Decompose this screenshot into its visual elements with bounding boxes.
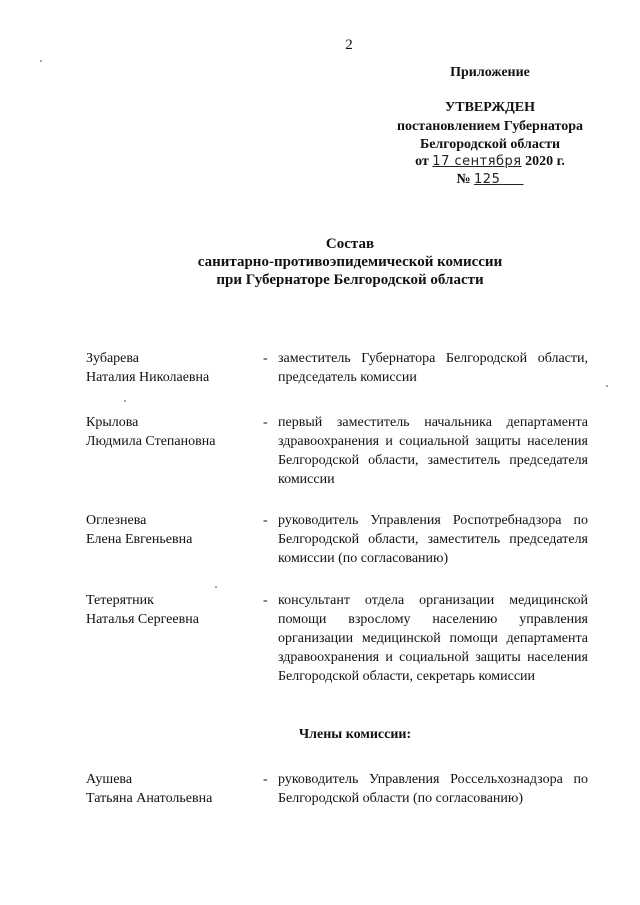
member-dash: -	[263, 513, 268, 528]
appendix-label: Приложение	[450, 65, 530, 80]
scan-speck	[215, 586, 217, 588]
member-given-names: Елена Евгеньевна	[86, 532, 193, 547]
scan-speck	[124, 400, 126, 402]
member-name	[86, 349, 256, 387]
page-number: 2	[345, 37, 353, 53]
member-position: руководитель Управления Роспотребнадзора по Белгородской области, заместитель председателя комиссии (по согласованию)	[278, 513, 588, 566]
member-given-names: Татьяна Анатольевна	[86, 791, 213, 806]
member-position: консультант отдела организации медицинской помощи взрослому населению управления организации медицинской помощи департамента здравоохранения и социальной защиты населения Белгородской области, секретарь комиссии	[278, 593, 588, 684]
resolution-label: постановлением Губернатора	[396, 119, 584, 134]
scan-speck	[40, 60, 42, 62]
member-position: заместитель Губернатора Белгородской области, председатель комиссии	[278, 351, 588, 385]
document-title: Состав	[325, 236, 375, 252]
member-surname: Крылова	[86, 415, 139, 430]
handwritten-number: 125	[474, 172, 501, 187]
member-dash: -	[263, 415, 268, 430]
member-dash: -	[263, 593, 268, 608]
member-dash: -	[263, 772, 268, 787]
member-dash: -	[263, 351, 268, 366]
member-name	[86, 591, 256, 629]
number-underline	[500, 172, 523, 187]
member-surname: Зубарева	[86, 351, 140, 366]
scan-speck	[606, 385, 608, 387]
member-given-names: Людмила Степановна	[86, 434, 216, 449]
date-prefix: от	[415, 154, 429, 169]
member-given-names: Наталия Николаевна	[86, 370, 210, 385]
handwritten-date: 17 сентября	[432, 154, 522, 169]
member-name	[86, 413, 256, 451]
member-position: первый заместитель начальника департамента здравоохранения и социальной защиты населения Белгородской области, заместитель председателя комиссии	[278, 415, 588, 487]
member-name	[86, 511, 256, 549]
approval-number	[380, 170, 600, 189]
member-given-names: Наталья Сергеевна	[86, 612, 199, 627]
member-surname: Тетерятник	[86, 593, 154, 608]
member-name	[86, 770, 256, 808]
date-suffix: 2020 г.	[525, 154, 565, 169]
region-label: Белгородской области	[419, 137, 561, 152]
member-surname: Аушева	[86, 772, 133, 787]
number-prefix: №	[456, 172, 471, 187]
document-subtitle-1: санитарно-противоэпидемической комиссии	[197, 254, 503, 270]
approved-label: УТВЕРЖДЕН	[444, 100, 536, 115]
member-surname: Оглезнева	[86, 513, 147, 528]
members-heading: Члены комиссии:	[298, 727, 412, 742]
document-subtitle-2: при Губернаторе Белгородской области	[216, 272, 484, 288]
approval-date	[380, 152, 600, 171]
member-position: руководитель Управления Россельхознадзора по Белгородской области (по согласованию)	[278, 772, 588, 806]
